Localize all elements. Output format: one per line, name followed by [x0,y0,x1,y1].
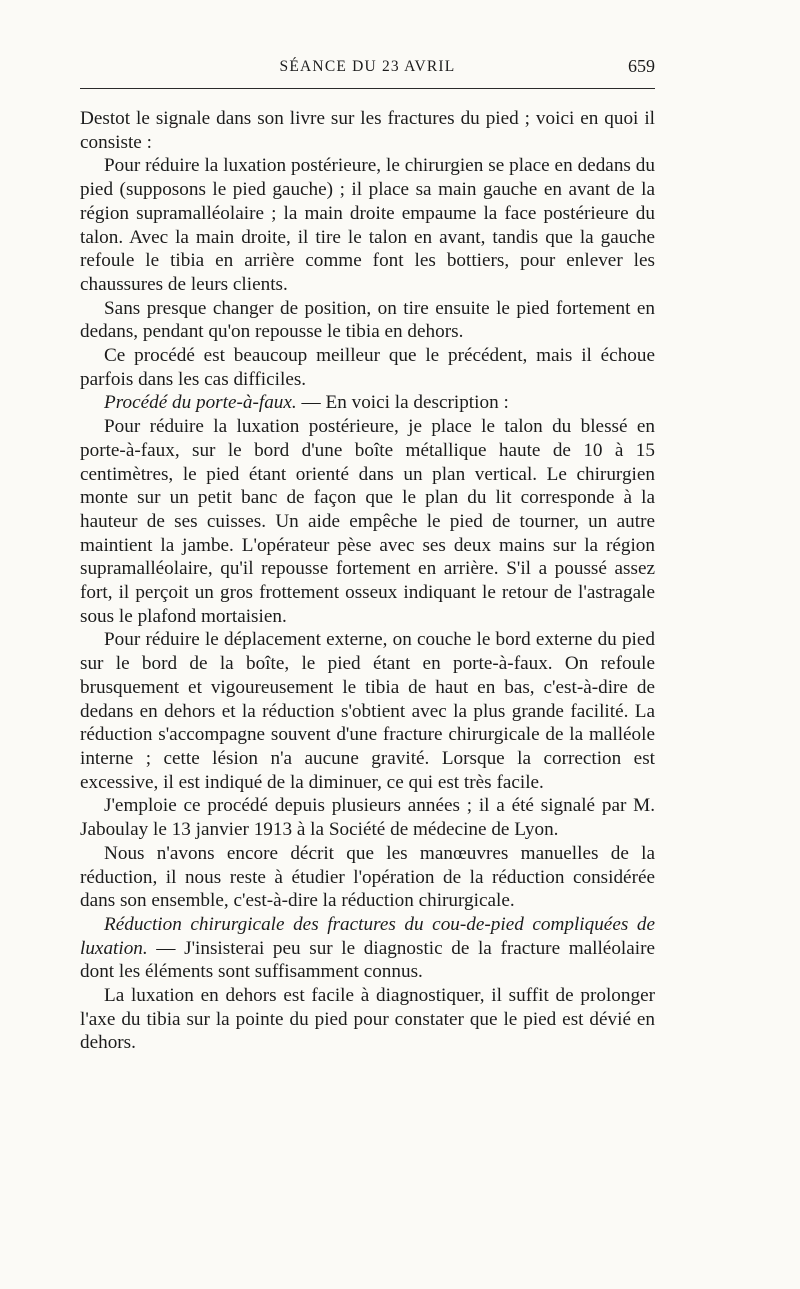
paragraph-7: Pour réduire le déplacement externe, on couche le bord externe du pied sur le bord de la boîte, le pied étant en porte-à-faux. On refoule brusquement et vigoureusement le tibia de haut en bas, c'est-à-dire de dedans en dehors et la réduction s'obtient avec la plus grande facilité. La réduction s'accompagne souvent d'une fracture chirurgicale de la malléole interne ; cette lésion n'a aucune gravité. Lorsque la correction est excessive, il est indiqué de la diminuer, ce qui est très facile. [80,629,655,793]
paragraph-2: Pour réduire la luxation postérieure, le chirurgien se place en dedans du pied (supposons le pied gauche) ; il place sa main gauche en avant de la région supramalléolaire ; la main droite empaume la face postérieure du talon. Avec la main droite, il tire le talon en avant, tandis que la gauche refoule le tibia en arrière comme font les bottiers, pour enlever les chaussures de leurs clients. [80,155,655,295]
paragraph-11: La luxation en dehors est facile à diagnostiquer, il suffit de prolonger l'axe du tibia sur la pointe du pied pour constater que le pied est dévié en dehors. [80,985,655,1054]
paragraph-4: Ce procédé est beaucoup meilleur que le précédent, mais il échoue parfois dans les cas difficiles. [80,345,655,390]
paragraph-1: Destot le signale dans son livre sur les fractures du pied ; voici en quoi il consiste : [80,108,655,153]
paragraph-5: Procédé du porte-à-faux. — En voici la description : [104,392,509,414]
paragraph-3: Sans presque changer de position, on tire ensuite le pied fortement en dedans, pendant qu'on repousse le tibia en dehors. [80,297,655,343]
section-heading-reduction-chirurgicale: Réduction chirurgicale des fractures du cou-de-pied compliquées de luxation. [80,913,655,959]
paragraph-10: Réduction chirurgicale des fractures du cou-de-pied compliquées de luxation. — J'insisterai peu sur le diagnostic de la fracture malléolaire dont les éléments sont suffisamment connus. [80,913,655,983]
body-text [80,107,655,1055]
paragraph-8: J'emploie ce procédé depuis plusieurs années ; il a été signalé par M. Jaboulay le 13 janvier 1913 à la Société de médecine de Lyon. [80,795,655,841]
paragraph-9: Nous n'avons encore décrit que les manœuvres manuelles de la réduction, il nous reste à étudier l'opération de la réduction considérée dans son ensemble, c'est-à-dire la réduction chirurgicale. [80,842,655,912]
page-number: 659 [628,56,655,76]
section-heading-porte-a-faux: Procédé du porte-à-faux. [104,392,297,414]
paragraph-6: Pour réduire la luxation postérieure, je place le talon du blessé en porte-à-faux, sur le bord d'une boîte métallique haute de 10 à 15 centimètres, le pied étant orienté dans un plan vertical. Le chirurgien monte sur un petit banc de façon que le plan du lit corresponde à la hauteur de ses cuisses. Un aide empêche le pied de tourner, un autre maintient la jambe. L'opérateur pèse avec ses deux mains sur la région supramalléolaire, qu'il repousse fortement en arrière. S'il a poussé assez fort, il perçoit un gros frottement osseux indiquant le retour de l'astragale sous le plafond mortaisien. [80,416,655,627]
document-page [80,52,655,1055]
header-title: SÉANCE DU 23 AVRIL [279,58,456,75]
running-header [80,52,655,89]
